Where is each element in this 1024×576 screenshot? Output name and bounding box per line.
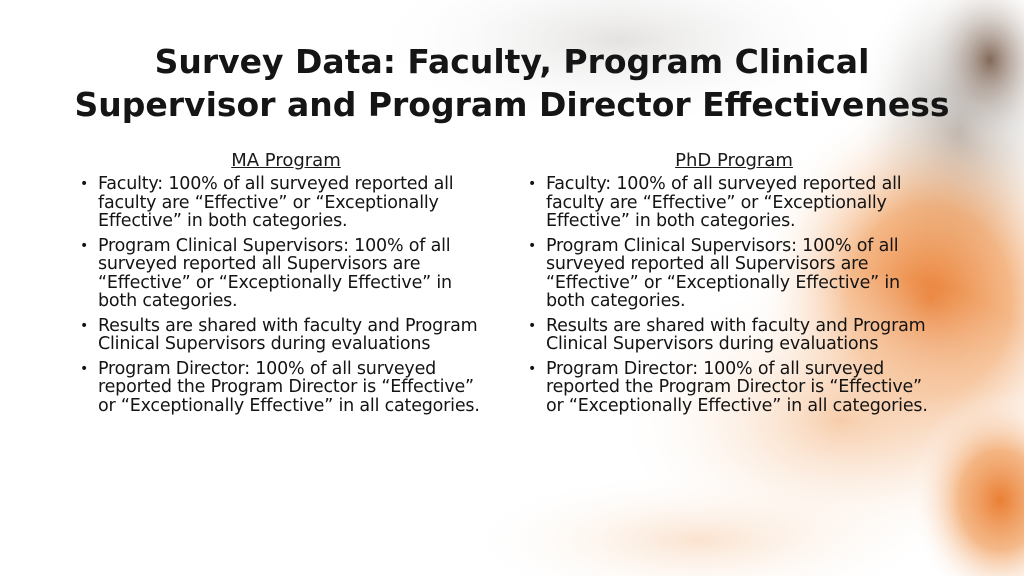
bullet-text: Program Clinical Supervisors: 100% of all surveyed reported all Supervisors are “Effective” or “Exceptionally Effective” in both categories.: [546, 235, 900, 311]
list-item: [524, 237, 944, 311]
bullet-icon: •: [527, 237, 537, 254]
slide-title-line-2: Supervisor and Program Director Effectiveness: [74, 85, 950, 124]
list-item: [76, 175, 496, 231]
bullet-icon: •: [79, 237, 89, 254]
ma-program-bullet-list: [76, 175, 496, 415]
bullet-text: Faculty: 100% of all surveyed reported all faculty are “Effective” or “Exceptionally Effective” in both categories.: [98, 174, 454, 231]
bullet-icon: •: [79, 317, 89, 334]
bullet-icon: •: [527, 317, 537, 334]
bullet-icon: •: [79, 360, 89, 377]
bullet-text: Faculty: 100% of all surveyed reported all faculty are “Effective” or “Exceptionally Effective” in both categories.: [546, 174, 902, 231]
bullet-text: Program Director: 100% of all surveyed reported the Program Director is “Effective” or “Exceptionally Effective” in all categories.: [546, 358, 928, 416]
slide-title-line-1: Survey Data: Faculty, Program Clinical: [154, 42, 870, 81]
phd-program-bullet-list: [524, 175, 944, 415]
ma-program-heading: MA Program: [231, 150, 341, 171]
phd-program-column: [524, 150, 944, 421]
bullet-text: Program Clinical Supervisors: 100% of all surveyed reported all Supervisors are “Effective” or “Exceptionally Effective” in both categories.: [98, 235, 452, 311]
list-item: [76, 360, 496, 416]
bullet-icon: •: [79, 176, 89, 192]
list-item: [524, 175, 944, 231]
bullet-text: Program Director: 100% of all surveyed reported the Program Director is “Effective” or “Exceptionally Effective” in all categories.: [98, 358, 480, 416]
list-item: [76, 317, 496, 354]
bullet-text: Results are shared with faculty and Program Clinical Supervisors during evaluations: [98, 315, 478, 354]
phd-program-heading: PhD Program: [675, 150, 793, 171]
list-item: [524, 360, 944, 416]
ma-program-column: [76, 150, 496, 421]
list-item: [524, 317, 944, 354]
list-item: [76, 237, 496, 311]
bullet-icon: •: [527, 360, 537, 377]
slide-title: [40, 40, 984, 126]
bullet-icon: •: [527, 176, 537, 192]
bullet-text: Results are shared with faculty and Program Clinical Supervisors during evaluations: [546, 315, 926, 354]
